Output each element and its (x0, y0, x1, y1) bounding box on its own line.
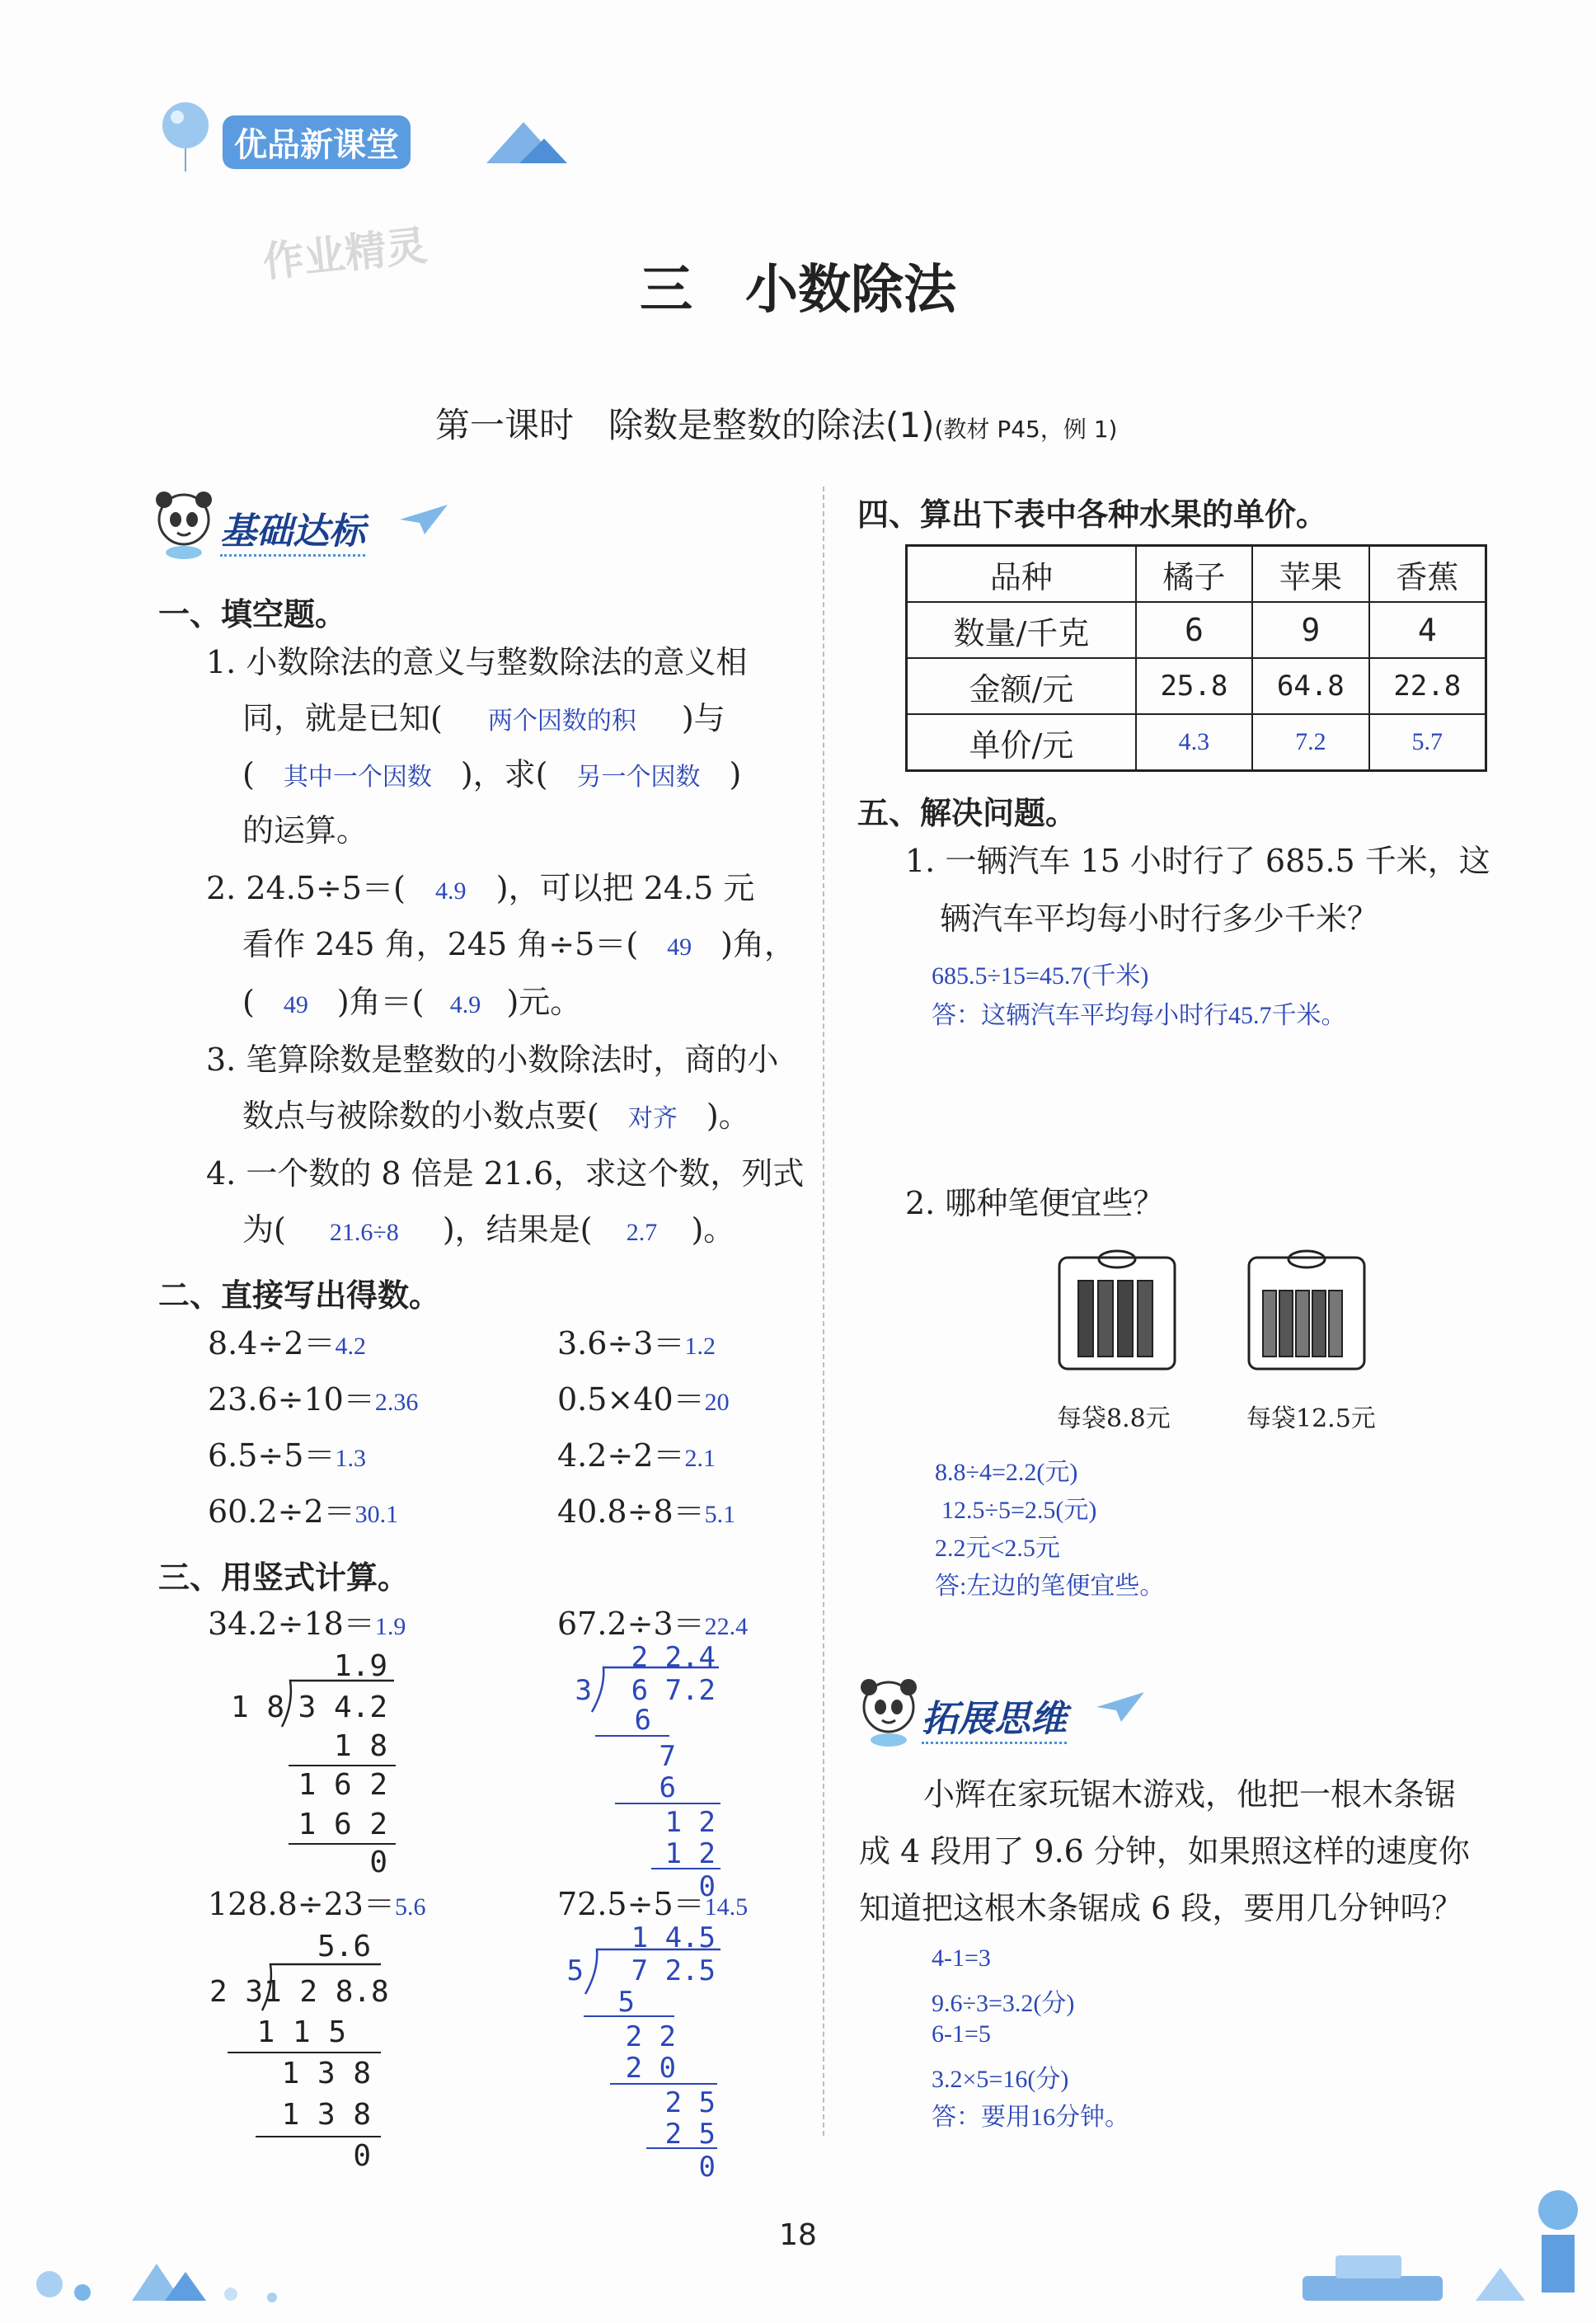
q3-heading: 三、用竖式计算。 (158, 1559, 410, 1596)
divisor: 2 3 (209, 1975, 264, 2009)
q3-p2-expr (557, 1606, 749, 1642)
answer: 1.2 (684, 1333, 716, 1360)
text: ( (242, 984, 255, 1020)
rule (651, 1868, 721, 1869)
text: )元。 (506, 984, 582, 1020)
step: 1 1 5 (256, 2015, 346, 2049)
answer: 1.3 (335, 1445, 366, 1472)
dividend: 3 4.2 (298, 1691, 387, 1724)
ext-line2: 成 4 段用了 9.6 分钟，如果照这样的速度你 (859, 1833, 1470, 1869)
text: )，可以把 24.5 元 (495, 870, 755, 906)
q5-heading: 五、解决问题。 (857, 795, 1077, 831)
q1-item1-line2 (242, 700, 725, 736)
expr: 128.8÷23＝ (208, 1886, 395, 1922)
watermark: 作业精灵 (260, 221, 430, 287)
answer: 5.1 (704, 1501, 736, 1528)
table-cell: 6 (1136, 602, 1252, 658)
text: 同，就是已知( (242, 700, 443, 736)
q2-row3-left (208, 1437, 366, 1474)
expr: 23.6÷10＝ (208, 1381, 375, 1418)
answer-blank: 两个因数的积 (487, 708, 636, 735)
quotient: 5.6 (317, 1930, 371, 1963)
ext-line1: 小辉在家玩锯木游戏，他把一根木条锯 (923, 1776, 1457, 1813)
step: 6 (659, 1771, 676, 1804)
q1-item3-line2 (242, 1098, 750, 1134)
expr: 0.5×40＝ (557, 1381, 705, 1418)
answer: 14.5 (704, 1893, 749, 1921)
ext-answer3: 6-1=5 (932, 2020, 991, 2048)
q4-heading: 四、算出下表中各种水果的单价。 (857, 496, 1328, 533)
q2-row3-right (557, 1437, 716, 1474)
q1-item1-line1: 1. 小数除法的意义与整数除法的意义相 (206, 644, 748, 680)
pen-bag-right-image (1245, 1241, 1368, 1373)
rule (610, 2083, 717, 2085)
table-cell: 品种 (907, 546, 1136, 603)
table-cell: 橘子 (1136, 546, 1252, 603)
expr: 40.8÷8＝ (557, 1493, 705, 1530)
table-cell: 香蕉 (1369, 546, 1486, 603)
step: 0 (369, 1846, 387, 1879)
table-cell: 单价/元 (907, 714, 1136, 771)
table-row (907, 602, 1486, 658)
step: 2 2 (625, 2020, 676, 2053)
q3-p4-expr (557, 1888, 748, 1920)
divisor: 3 (575, 1674, 592, 1707)
mountain-decoration (478, 115, 569, 165)
text: )。 (691, 1211, 735, 1248)
answer: 2.1 (684, 1445, 716, 1472)
lesson-title-text: 第一课时 除数是整数的除法(1) (435, 405, 935, 445)
page-number: 18 (779, 2218, 817, 2252)
text: )，结果是( (442, 1211, 593, 1248)
paper-plane-icon (1096, 1691, 1146, 1723)
rule (289, 1765, 396, 1766)
step: 0 (698, 2151, 716, 2184)
ext-answer5: 答：要用16分钟。 (932, 2104, 1129, 2131)
table-cell: 25.8 (1136, 658, 1252, 714)
rule (228, 2052, 381, 2053)
rule (256, 2136, 381, 2137)
answer: 22.4 (704, 1613, 749, 1640)
panda-icon (857, 1674, 923, 1748)
text: ) (729, 756, 742, 792)
pen-bag-left-image (1055, 1241, 1179, 1373)
table-row (907, 658, 1486, 714)
q2-row4-left (208, 1493, 399, 1530)
table-cell-answer: 5.7 (1369, 714, 1486, 771)
table-row (907, 714, 1486, 771)
q2-row1-left (208, 1325, 366, 1361)
text: ( (242, 756, 255, 792)
answer-blank: 另一个因数 (576, 764, 701, 791)
quotient: 1 4.5 (631, 1921, 716, 1954)
step: 1 3 8 (281, 2057, 371, 2090)
text: )，求( (460, 756, 548, 792)
q5-p1-line2: 辆汽车平均每小时行多少千米？ (940, 901, 1379, 937)
q2-heading: 二、直接写出得数。 (158, 1277, 441, 1314)
lesson-reference: (教材 P45，例 1) (934, 416, 1118, 443)
text: )。 (706, 1098, 750, 1134)
answer-blank: 4.9 (435, 877, 467, 905)
ext-answer2: 9.6÷3=3.2(分) (932, 1990, 1075, 2017)
q2-row2-left (208, 1381, 419, 1418)
step: 1 8 (333, 1729, 387, 1763)
expr: 34.2÷18＝ (208, 1606, 375, 1642)
step: 7 (659, 1740, 676, 1773)
table-cell: 苹果 (1252, 546, 1368, 603)
paper-plane-icon (400, 503, 449, 536)
q1-item3-line1: 3. 笔算除数是整数的小数除法时，商的小 (206, 1042, 779, 1078)
answer: 4.2 (335, 1333, 366, 1360)
text: )角＝( (336, 984, 425, 1020)
table-cell: 金额/元 (907, 658, 1136, 714)
step: 0 (353, 2139, 371, 2173)
step: 0 (698, 1870, 716, 1903)
rule (289, 1843, 396, 1845)
table-cell-answer: 7.2 (1252, 714, 1368, 771)
dividend: 1 2 8.8 (264, 1975, 389, 2009)
q5-p1-answer2: 答：这辆汽车平均每小时行45.7千米。 (932, 1002, 1346, 1029)
q1-item2-line2 (242, 926, 796, 962)
table-row (907, 546, 1486, 603)
q5-p2-answer2: 12.5÷5=2.5(元) (941, 1497, 1097, 1524)
table-cell: 22.8 (1369, 658, 1486, 714)
step: 5 (617, 1986, 635, 2019)
lesson-title (435, 398, 1117, 448)
expr: 3.6÷3＝ (557, 1325, 685, 1361)
q1-item1-line4: 的运算。 (242, 812, 368, 849)
q2-row1-right (557, 1325, 716, 1361)
q5-p2-line1: 2. 哪种笔便宜些？ (905, 1185, 1165, 1221)
step: 1 2 (664, 1806, 716, 1839)
table-cell: 64.8 (1252, 658, 1368, 714)
brand-name: 优品新课堂 (223, 115, 411, 169)
q3-p3-expr (208, 1888, 425, 1920)
footer-decoration-right (1286, 2177, 1591, 2317)
step: 1 6 2 (298, 1808, 387, 1841)
step: 1 6 2 (298, 1768, 387, 1802)
answer: 20 (704, 1389, 730, 1416)
quotient: 2 2.4 (631, 1641, 716, 1674)
text: 看作 245 角，245 角÷5＝( (242, 926, 639, 962)
expr: 8.4÷2＝ (208, 1325, 336, 1361)
answer: 5.6 (394, 1893, 426, 1921)
column-divider (823, 487, 824, 2136)
table-cell-answer: 4.3 (1136, 714, 1252, 771)
chapter-title: 三 小数除法 (640, 260, 956, 321)
step: 1 3 8 (281, 2098, 371, 2132)
fruit-price-table (905, 544, 1487, 772)
q5-p2-caption-right: 每袋12.5元 (1246, 1404, 1376, 1433)
table-cell: 4 (1369, 602, 1486, 658)
extend-banner (857, 1674, 1154, 1748)
q5-p2-answer3: 2.2元<2.5元 (935, 1535, 1060, 1562)
answer-blank: 其中一个因数 (283, 764, 432, 791)
q2-row4-right (557, 1493, 736, 1530)
text: 2. 24.5÷5＝( (206, 870, 406, 906)
basic-banner (153, 487, 449, 561)
rule (646, 2147, 717, 2149)
ext-answer4: 3.2×5=16(分) (932, 2066, 1069, 2093)
step: 1 2 (664, 1837, 716, 1870)
text: 为( (242, 1211, 286, 1248)
answer-blank: 49 (667, 933, 692, 961)
rule (595, 1735, 669, 1737)
q5-p1-line1: 1. 一辆汽车 15 小时行了 685.5 千米，这 (905, 843, 1490, 879)
q5-p2-caption-left: 每袋8.8元 (1057, 1404, 1171, 1433)
expr: 4.2÷2＝ (557, 1437, 685, 1474)
q5-p1-answer1: 685.5÷15=45.7(千米) (932, 962, 1149, 990)
q5-p2-answer4: 答:左边的笔便宜些。 (935, 1573, 1165, 1600)
ext-answer1: 4-1=3 (932, 1944, 991, 1972)
answer: 30.1 (354, 1501, 399, 1528)
answer-blank: 对齐 (627, 1105, 678, 1132)
divisor: 5 (566, 1954, 584, 1987)
q1-item4-line2 (242, 1211, 735, 1248)
expr: 67.2÷3＝ (557, 1606, 705, 1642)
q1-item2-line1 (206, 872, 754, 904)
rule (584, 2015, 674, 2017)
q2-row2-right (557, 1381, 730, 1418)
step: 6 (634, 1704, 651, 1737)
text: 数点与被除数的小数点要( (242, 1098, 599, 1134)
table-cell: 9 (1252, 602, 1368, 658)
dividend: 6 7.2 (631, 1674, 716, 1707)
quotient: 1.9 (333, 1649, 387, 1683)
answer-blank: 21.6÷8 (329, 1219, 399, 1246)
ext-line3: 知道把这根木条锯成 6 段，要用几分钟吗？ (859, 1890, 1463, 1926)
expr: 60.2÷2＝ (208, 1493, 355, 1530)
text: )与 (681, 700, 725, 736)
divisor: 1 8 (231, 1691, 285, 1724)
q1-item2-line3 (242, 986, 581, 1018)
answer: 1.9 (374, 1613, 406, 1640)
extend-banner-label: 拓展思维 (922, 1689, 1067, 1744)
answer-blank: 2.7 (626, 1219, 658, 1246)
table-cell: 数量/千克 (907, 602, 1136, 658)
dividend: 7 2.5 (631, 1954, 716, 1987)
panda-icon (153, 487, 218, 561)
answer-blank: 49 (283, 991, 308, 1018)
expr: 72.5÷5＝ (557, 1886, 705, 1922)
q1-item1-line3 (242, 756, 742, 792)
footer-decoration-left (25, 2218, 354, 2309)
rule (615, 1803, 721, 1804)
answer-blank: 4.9 (449, 991, 481, 1018)
q1-item4-line1: 4. 一个数的 8 倍是 21.6，求这个数，列式 (206, 1155, 805, 1192)
answer: 2.36 (374, 1389, 419, 1416)
step: 2 5 (664, 2086, 716, 2119)
step: 2 5 (664, 2118, 716, 2151)
q1-heading: 一、填空题。 (158, 596, 347, 632)
q3-p1-expr (208, 1606, 406, 1642)
q5-p2-answer1: 8.8÷4=2.2(元) (935, 1459, 1078, 1486)
text: )角， (721, 926, 796, 962)
expr: 6.5÷5＝ (208, 1437, 336, 1474)
basic-banner-label: 基础达标 (220, 501, 365, 557)
step: 2 0 (625, 2052, 676, 2085)
